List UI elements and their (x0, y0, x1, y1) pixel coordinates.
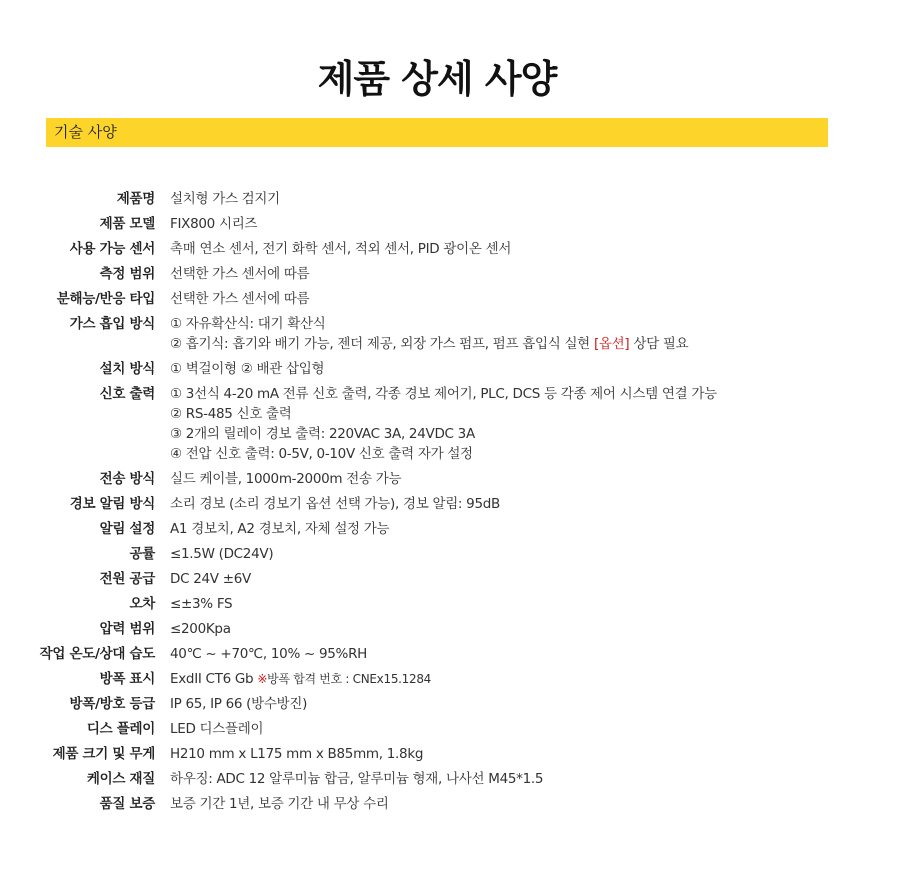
spec-label: 방폭/방호 등급 (69, 696, 155, 712)
spec-value: DC 24V ±6V (170, 571, 251, 587)
spec-value: 실드 케이블, 1000m-2000m 전송 가능 (170, 471, 402, 487)
spec-row-model (0, 214, 919, 239)
spec-label: 분해능/반응 타입 (56, 291, 155, 307)
spec-value-multi (170, 669, 919, 689)
spec-label: 작업 온도/상대 습도 (39, 646, 155, 662)
spec-label: 전송 방식 (99, 471, 155, 487)
spec-label: 품질 보증 (99, 796, 155, 812)
spec-row-sensors (0, 239, 919, 264)
spec-row-pressure (0, 619, 919, 644)
spec-value: ① 3선식 4-20 mA 전류 신호 출력, 각종 경보 제어기, PLC, DCS 등 각종 제어 시스템 연결 가능 (170, 386, 717, 402)
spec-row-transmission (0, 469, 919, 494)
spec-value: 하우징: ADC 12 알루미늄 합금, 알루미늄 형재, 나사선 M45*1.5 (170, 771, 544, 787)
spec-row-power-consumption (0, 544, 919, 569)
section-title: 기술 사양 (54, 123, 117, 141)
spec-row-product-name (0, 189, 919, 214)
spec-value: ② RS-485 신호 출력 (170, 406, 292, 422)
note-star-icon: ※ (257, 672, 268, 686)
spec-row-power-supply (0, 569, 919, 594)
option-tag: [옵션] (593, 336, 630, 352)
section-header-tech-specs (46, 118, 828, 147)
spec-label: 설치 방식 (99, 361, 155, 377)
spec-row-explosion-mark (0, 669, 919, 694)
spec-label: 제품 모델 (99, 216, 155, 232)
certification-note: 방폭 합격 번호 : CNEx15.1284 (267, 672, 432, 686)
spec-row-measure-range (0, 264, 919, 289)
spec-label: 제품 크기 및 무게 (52, 746, 155, 762)
spec-value-multi (170, 334, 919, 354)
spec-value: ≤1.5W (DC24V) (170, 546, 274, 562)
spec-value: FIX800 시리즈 (170, 216, 258, 232)
spec-value: 설치형 가스 검지기 (170, 191, 280, 207)
spec-label: 사용 가능 센서 (69, 241, 155, 257)
spec-value-suffix: 상담 필요 (629, 336, 689, 352)
spec-row-install (0, 359, 919, 384)
spec-value: H210 mm x L175 mm x B85mm, 1.8kg (170, 746, 424, 762)
spec-value: 선택한 가스 센서에 따름 (170, 266, 310, 282)
spec-row-alarm-setting (0, 519, 919, 544)
spec-value-text: ② 흡기식: 흡기와 배기 가능, 젠더 제공, 외장 가스 펌프, 펌프 흡입식 실현 (170, 336, 590, 352)
spec-table (0, 189, 919, 819)
spec-row-warranty (0, 794, 919, 819)
spec-value: 촉매 연소 센서, 전기 화학 센서, 적외 센서, PID 광이온 센서 (170, 241, 512, 257)
spec-label: 측정 범위 (99, 266, 155, 282)
page-title: 제품 상세 사양 (317, 57, 557, 101)
spec-value: LED 디스플레이 (170, 721, 264, 737)
spec-value: ③ 2개의 릴레이 경보 출력: 220VAC 3A, 24VDC 3A (170, 426, 475, 442)
spec-row-size-weight (0, 744, 919, 769)
spec-label: 방폭 표시 (99, 671, 155, 687)
spec-value: ① 자유확산식: 대기 확산식 (170, 316, 326, 332)
spec-label: 케이스 재질 (86, 771, 155, 787)
spec-value: 보증 기간 1년, 보증 기간 내 무상 수리 (170, 796, 389, 812)
spec-value: ≤200Kpa (170, 621, 231, 637)
spec-value: 소리 경보 (소리 경보기 옵션 선택 가능), 경보 알림: 95dB (170, 496, 500, 512)
spec-label: 알림 설정 (99, 521, 155, 537)
spec-value: 선택한 가스 센서에 따름 (170, 291, 310, 307)
spec-row-gas-intake (0, 314, 919, 359)
spec-row-display (0, 719, 919, 744)
spec-label: 가스 흡입 방식 (69, 316, 155, 332)
spec-row-error (0, 594, 919, 619)
spec-row-signal-output (0, 384, 919, 469)
spec-value: ≤±3% FS (170, 596, 233, 612)
spec-row-alarm-method (0, 494, 919, 519)
spec-label: 제품명 (116, 191, 155, 207)
spec-label: 경보 알림 방식 (69, 496, 155, 512)
spec-label: 신호 출력 (99, 386, 155, 402)
spec-label: 오차 (129, 596, 155, 612)
spec-value: ① 벽걸이형 ② 배관 삽입형 (170, 361, 325, 377)
spec-value-text: ExdII CT6 Gb (170, 671, 254, 687)
spec-value: A1 경보치, A2 경보치, 자체 설정 가능 (170, 521, 390, 537)
spec-row-protection (0, 694, 919, 719)
spec-label: 디스 플레이 (86, 721, 155, 737)
spec-row-temperature (0, 644, 919, 669)
spec-value: 40℃ ~ +70℃, 10% ~ 95%RH (170, 646, 368, 662)
spec-row-resolution (0, 289, 919, 314)
spec-value: IP 65, IP 66 (방수방진) (170, 696, 308, 712)
spec-label: 전원 공급 (99, 571, 155, 587)
spec-label: 공률 (129, 546, 155, 562)
spec-label: 압력 범위 (99, 621, 155, 637)
spec-value: ④ 전압 신호 출력: 0-5V, 0-10V 신호 출력 자가 설정 (170, 446, 473, 462)
spec-row-case-material (0, 769, 919, 794)
